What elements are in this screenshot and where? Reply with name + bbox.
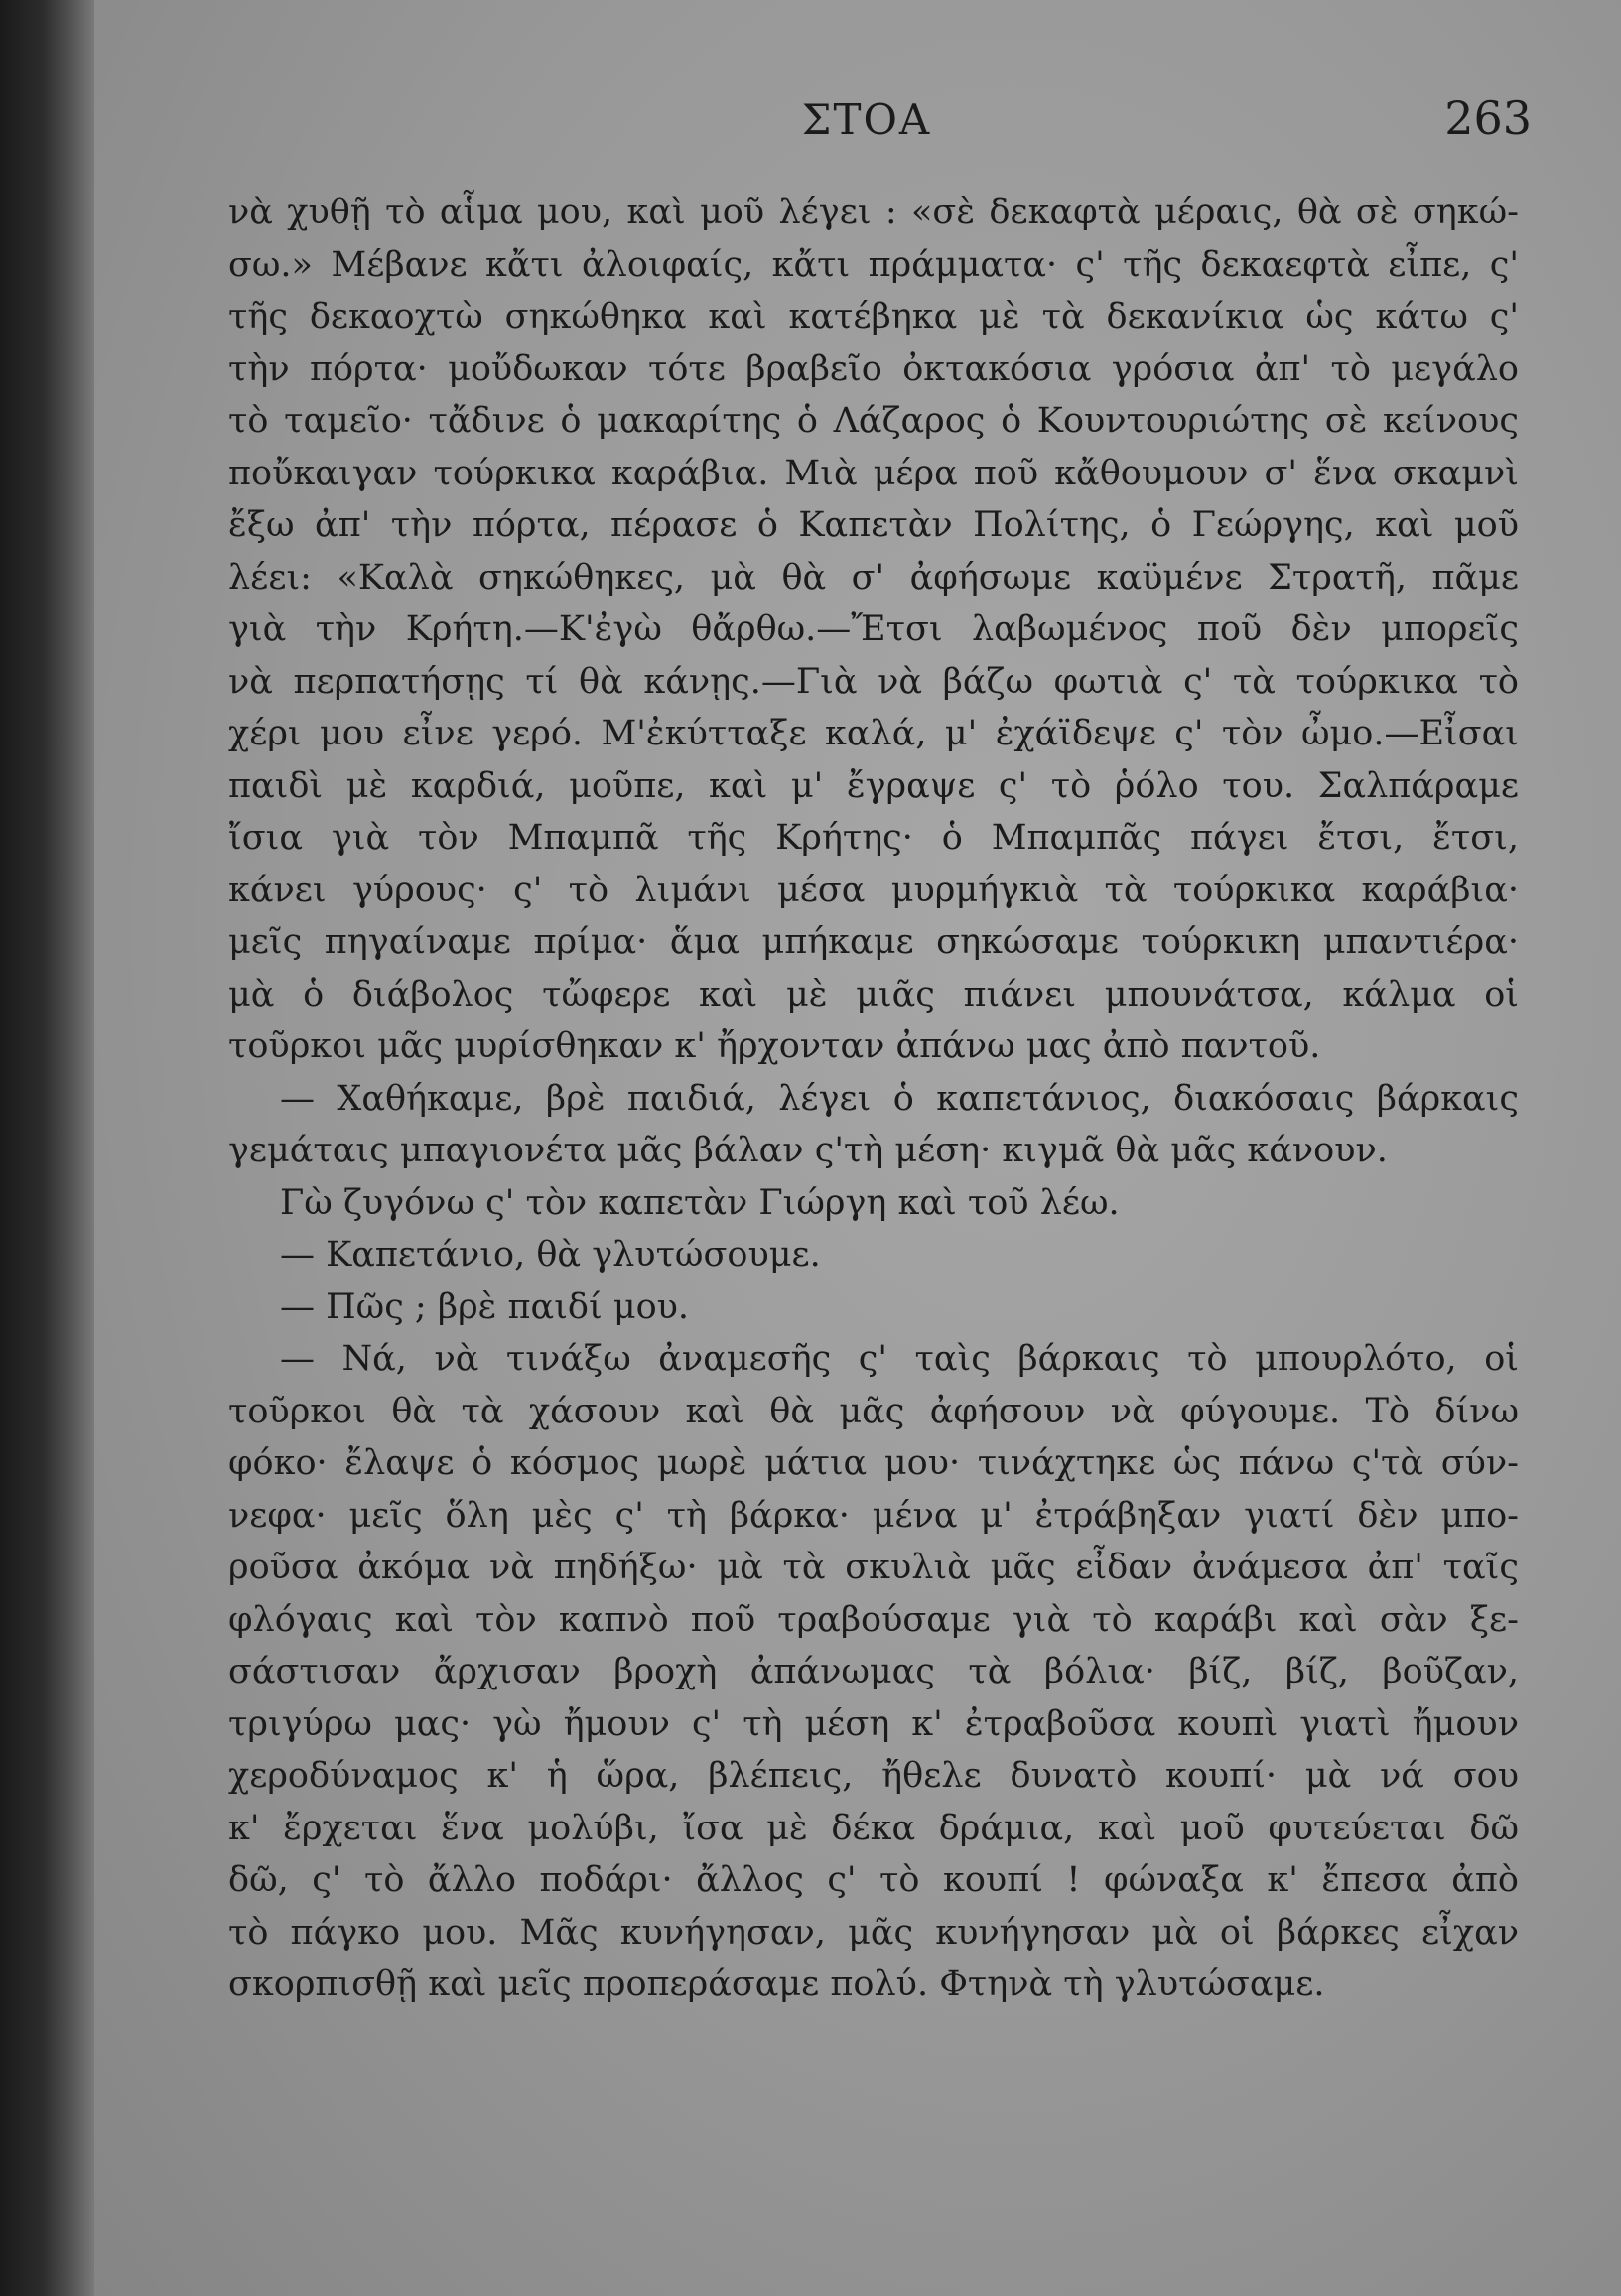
text-line: χέρι μου εἶνε γερό. Μ'ἐκύτταξε καλά, μ' ἐχάϊδεψε ς' τὸν ὦμο.—Εἶσαι xyxy=(228,714,1519,753)
text-line: φλόγαις καὶ τὸν καπνὸ ποῦ τραβούσαμε γιὰ τὸ καράβι καὶ σὰν ξε- xyxy=(228,1599,1519,1640)
text-line: σκορπισθῇ καὶ μεῖς προπεράσαμε πολύ. Φτηνὰ τὴ γλυτώσαμε. xyxy=(228,1964,1325,2004)
text-line: — Καπετάνιο, θὰ γλυτώσουμε. xyxy=(280,1235,821,1275)
text-line: γεμάταις μπαγιονέτα μᾶς βάλαν ς'τὴ μέση· κιγμᾶ θὰ μᾶς κάνουν. xyxy=(228,1131,1388,1170)
page-number: 263 xyxy=(1444,91,1532,145)
text-line: τὴν πόρτα· μοὔδωκαν τότε βραβεῖο ὀκτακόσια γρόσια ἀπ' τὸ μεγάλο xyxy=(228,348,1519,389)
text-line: νὰ χυθῇ τὸ αἷμα μου, καὶ μοῦ λέγει : «σὲ δεκαφτὰ μέραις, θὰ σὲ σηκώ- xyxy=(228,193,1519,232)
text-line: τριγύρω μας· γὼ ἤμουν ς' τὴ μέση κ' ἐτραβοῦσα κουπὶ γιατὶ ἤμουν xyxy=(228,1703,1519,1744)
text-line: παιδὶ μὲ καρδιά, μοῦπε, καὶ μ' ἔγραψε ς' τὸ ῥόλο του. Σαλπάραμε xyxy=(228,765,1519,806)
text-line: σω.» Μέβανε κἄτι ἀλοιφαίς, κἄτι πράμματα· ς' τῆς δεκαεφτὰ εἶπε, ς' xyxy=(228,244,1519,285)
text-line: — Πῶς ; βρὲ παιδί μου. xyxy=(280,1286,690,1327)
text-line: φόκο· ἔλαψε ὁ κόσμος μωρὲ μάτια μου· τινάχτηκε ὡς πάνω ς'τὰ σύν- xyxy=(228,1443,1519,1483)
running-head: ΣΤΟΑ xyxy=(801,95,932,144)
text-line: κ' ἔρχεται ἕνα μολύβι, ἴσα μὲ δέκα δράμια, καὶ μοῦ φυτεύεται δῶ xyxy=(228,1808,1519,1848)
text-line: ροῦσα ἀκόμα νὰ πηδήξω· μὰ τὰ σκυλιὰ μᾶς εἶδαν ἀνάμεσα ἀπ' ταῖς xyxy=(228,1548,1519,1587)
text-line: ποὔκαιγαν τούρκικα καράβια. Μιὰ μέρα ποῦ κἄθουμουν σ' ἕνα σκαμνὶ xyxy=(228,453,1519,493)
text-line: νεφα· μεῖς ὅλη μὲς ς' τὴ βάρκα· μένα μ' ἐτράβηξαν γιατί δὲν μπο- xyxy=(228,1495,1519,1536)
text-line: μὰ ὁ διάβολος τὤφερε καὶ μὲ μιᾶς πιάνει μπουνάτσα, κάλμα οἱ xyxy=(228,974,1519,1014)
text-line: τοῦρκοι θὰ τὰ χάσουν καὶ θὰ μᾶς ἀφήσουν νὰ φύγουμε. Τὸ δίνω xyxy=(228,1391,1519,1431)
book-page xyxy=(94,0,1621,2296)
text-line: νὰ περπατήσῃς τί θὰ κάνῃς.—Γιὰ νὰ βάζω φωτιὰ ς' τὰ τούρκικα τὸ xyxy=(228,661,1519,702)
text-line: γιὰ τὴν Κρήτη.—Κ'ἐγὼ θἄρθω.—Ἔτσι λαβωμένος ποῦ δὲν μπορεῖς xyxy=(228,609,1519,649)
text-line: — Χαθήκαμε, βρὲ παιδιά, λέγει ὁ καπετάνιος, διακόσαις βάρκαις xyxy=(280,1078,1519,1119)
page-header xyxy=(94,91,1621,171)
text-line: χεροδύναμος κ' ἡ ὥρα, βλέπεις, ἤθελε δυνατὸ κουπί· μὰ νά σου xyxy=(228,1756,1519,1796)
text-line: τὸ πάγκο μου. Μᾶς κυνήγησαν, μᾶς κυνήγησαν μὰ οἱ βάρκες εἶχαν xyxy=(228,1912,1519,1953)
text-line: Γὼ ζυγόνω ς' τὸν καπετὰν Γιώργη καὶ τοῦ λέω. xyxy=(280,1182,1120,1223)
text-line: ἔξω ἀπ' τὴν πόρτα, πέρασε ὁ Καπετὰν Πολίτης, ὁ Γεώργης, καὶ μοῦ xyxy=(228,505,1519,545)
text-line: — Νά, νὰ τινάξω ἀναμεσῆς ς' ταὶς βάρκαις τὸ μπουρλότο, οἱ xyxy=(280,1339,1519,1379)
text-line: κάνει γύρους· ς' τὸ λιμάνι μέσα μυρμήγκιὰ τὰ τούρκικα καράβια· xyxy=(228,870,1519,910)
text-line: ἴσια γιὰ τὸν Μπαμπᾶ τῆς Κρήτης· ὁ Μπαμπᾶς πάγει ἔτσι, ἔτσι, xyxy=(228,818,1519,858)
text-line: μεῖς πηγαίναμε πρίμα· ἅμα μπήκαμε σηκώσαμε τούρκικη μπαντιέρα· xyxy=(228,922,1519,962)
text-line: τῆς δεκαοχτὼ σηκώθηκα καὶ κατέβηκα μὲ τὰ δεκανίκια ὡς κάτω ς' xyxy=(228,297,1519,337)
text-line: λέει: «Καλὰ σηκώθηκες, μὰ θὰ σ' ἀφήσωμε καϋμένε Στρατῆ, πᾶμε xyxy=(228,557,1519,598)
book-binding-shadow xyxy=(0,0,94,2296)
text-line: τὸ ταμεῖο· τἄδινε ὁ μακαρίτης ὁ Λάζαρος ὁ Κουντουριώτης σὲ κείνους xyxy=(228,401,1519,441)
text-line: σάστισαν ἄρχισαν βροχὴ ἀπάνωμας τὰ βόλια· βίζ, βίζ, βοῦζαν, xyxy=(228,1652,1519,1691)
body-text xyxy=(228,187,1519,2011)
text-line: τοῦρκοι μᾶς μυρίσθηκαν κ' ἤρχονταν ἀπάνω μας ἀπὸ παντοῦ. xyxy=(228,1026,1321,1066)
text-line: δῶ, ς' τὸ ἄλλο ποδάρι· ἄλλος ς' τὸ κουπί ! φώναξα κ' ἔπεσα ἀπὸ xyxy=(228,1860,1519,1900)
